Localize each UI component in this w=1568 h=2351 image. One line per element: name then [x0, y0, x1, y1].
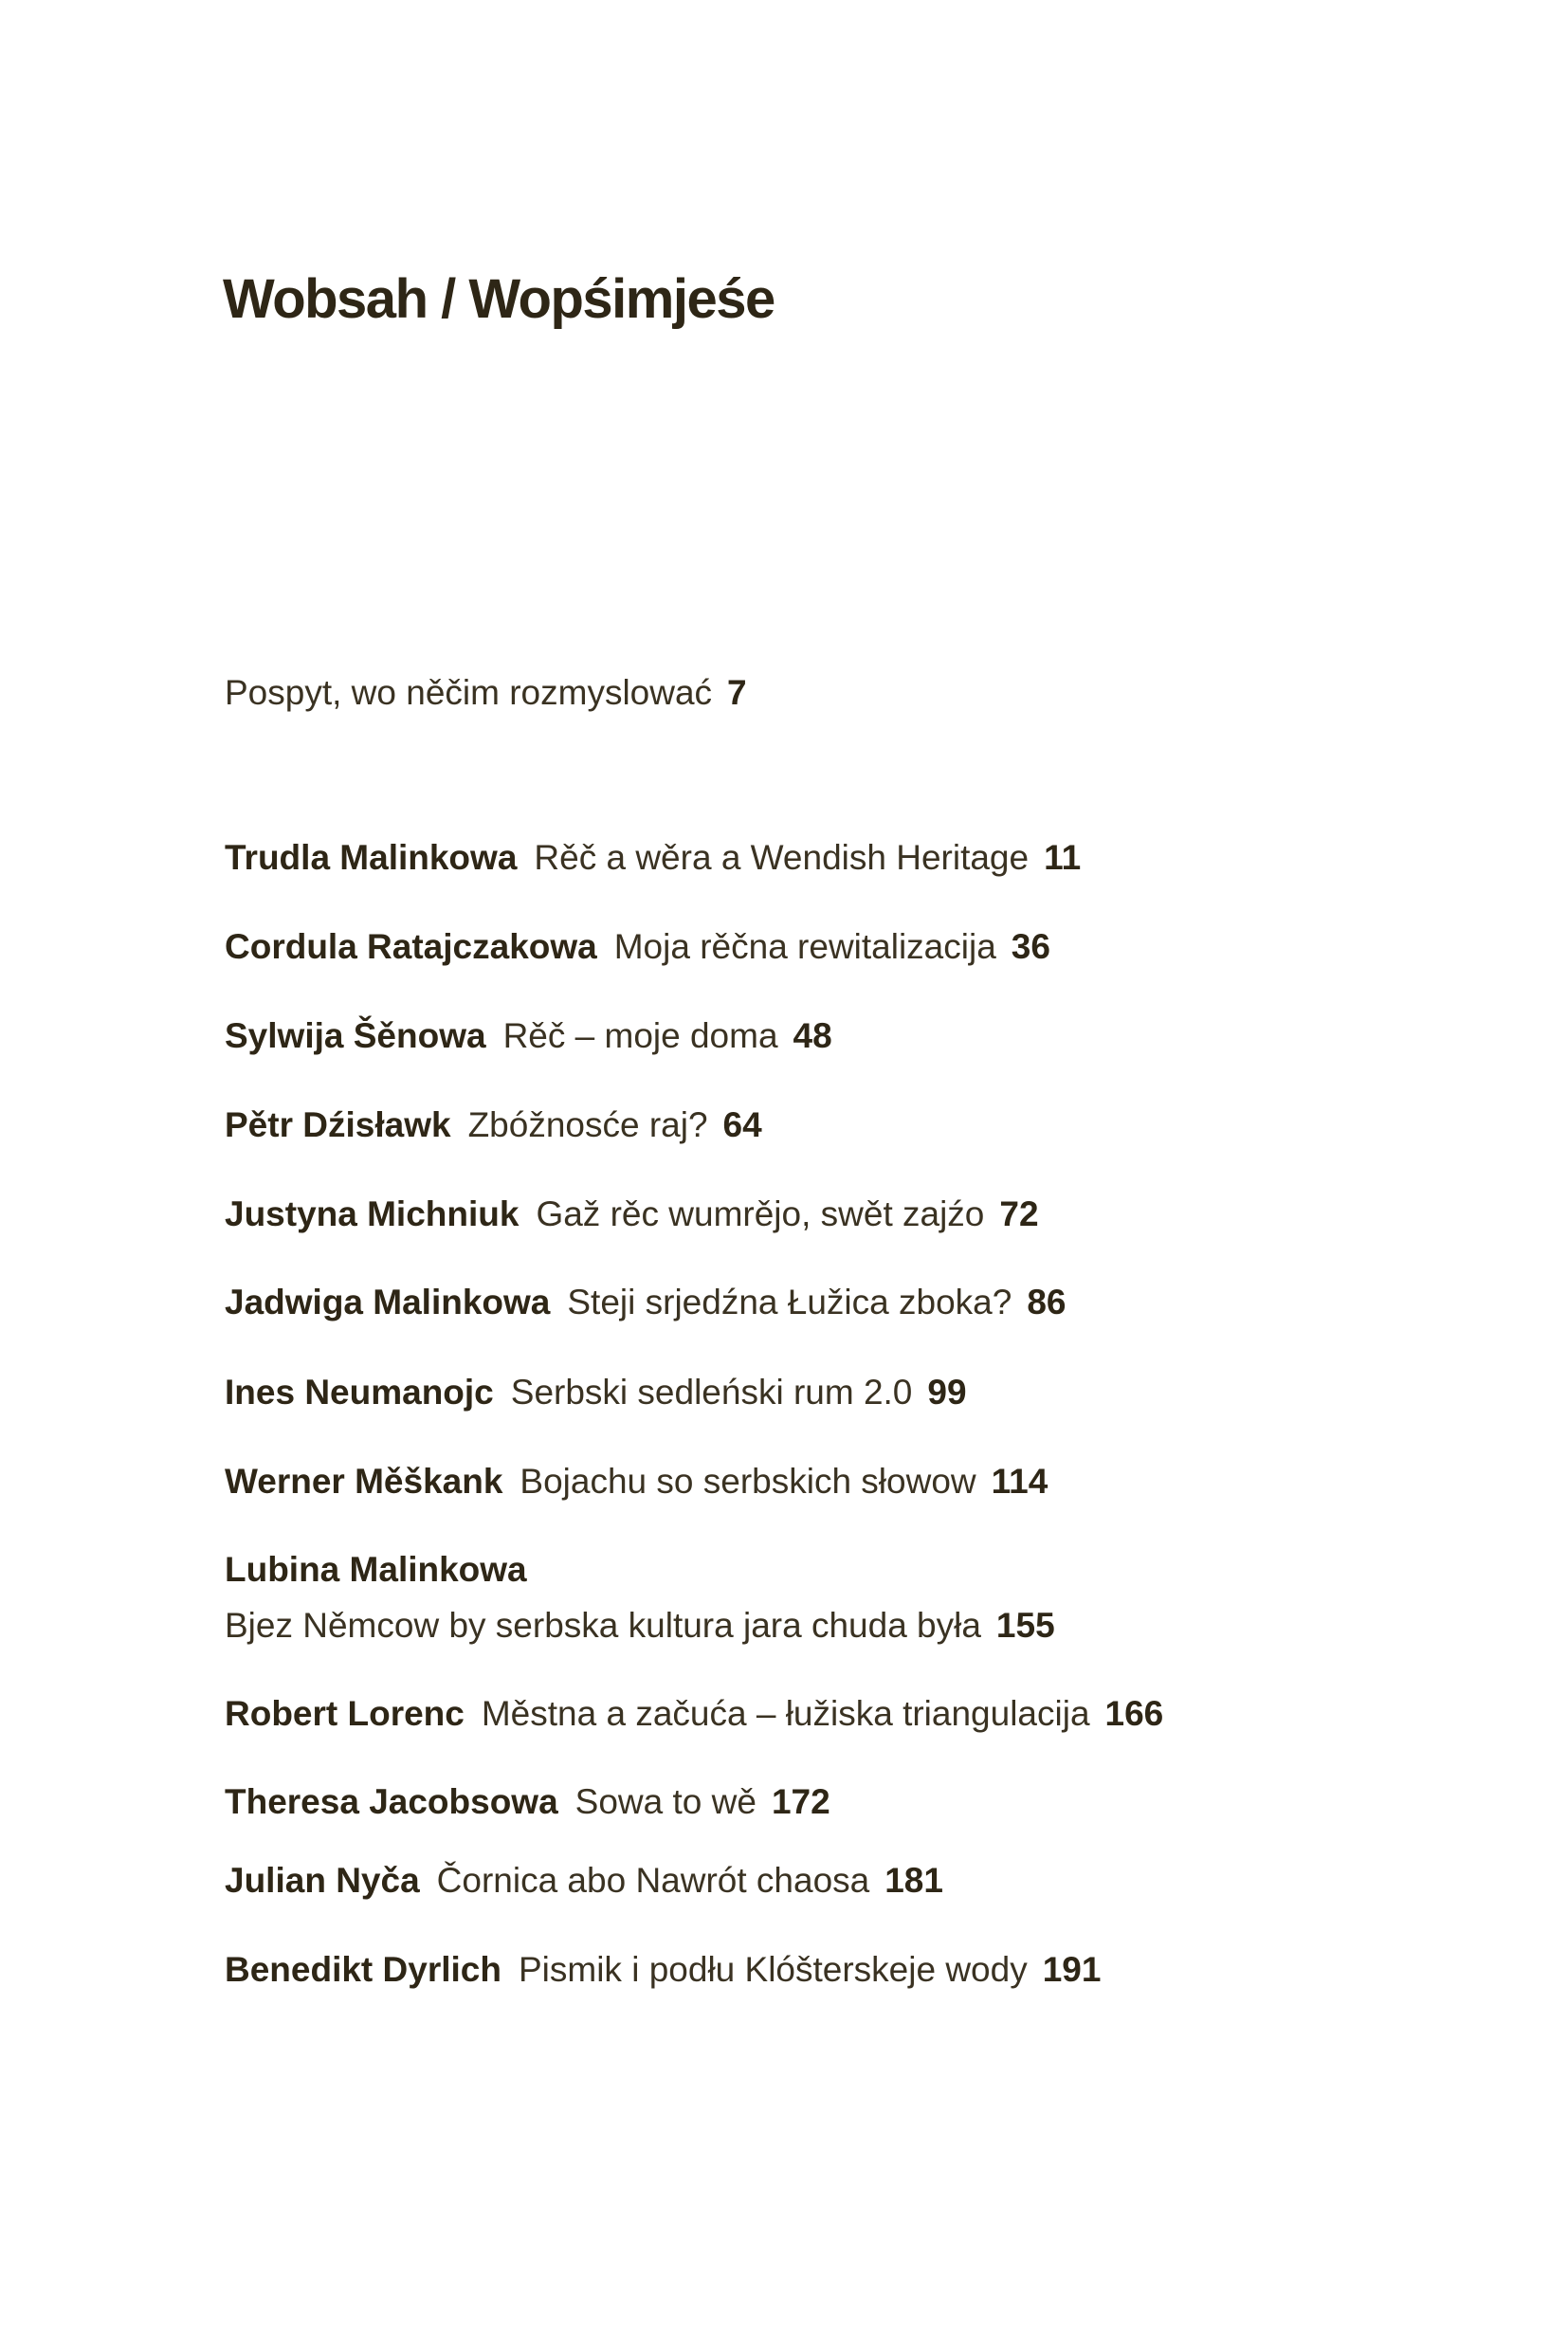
toc-author: Benedikt Dyrlich [225, 1950, 501, 1989]
toc-intro [225, 675, 747, 710]
toc-work: Rěč – moje doma [502, 1016, 778, 1055]
toc-entry [225, 1107, 762, 1142]
toc-work: Městna a začuća – łužiska triangulacija [481, 1694, 1090, 1733]
toc-entry-work-line [225, 1608, 1055, 1643]
toc-page: 7 [727, 673, 747, 712]
toc-entry [225, 1863, 943, 1898]
toc-entry [225, 1696, 1163, 1731]
toc-work: Bojachu so serbskich słowow [520, 1462, 976, 1501]
toc-work: Zbóžnosće raj? [467, 1105, 708, 1144]
toc-author: Werner Měškank [225, 1462, 503, 1501]
toc-work: Pismik i podłu Klóšterskeje wody [518, 1950, 1028, 1989]
toc-page: 172 [771, 1782, 830, 1821]
toc-work: Sowa to wě [574, 1782, 757, 1821]
toc-author: Ines Neumanojc [225, 1373, 494, 1412]
toc-author: Jadwiga Malinkowa [225, 1283, 551, 1321]
toc-page: 48 [793, 1016, 832, 1055]
toc-entry [225, 1018, 832, 1053]
toc-work: Bjez Němcow by serbska kultura jara chuda była [225, 1606, 981, 1645]
toc-work: Pospyt, wo něčim rozmyslować [225, 673, 713, 712]
toc-entry [225, 1464, 1048, 1499]
toc-entry [225, 1784, 830, 1819]
toc-page: 166 [1104, 1694, 1164, 1733]
toc-page: 72 [999, 1194, 1039, 1233]
toc-page: 86 [1027, 1283, 1067, 1321]
toc-page: 191 [1042, 1950, 1102, 1989]
toc-entry [225, 929, 1050, 964]
toc-author: Julian Nyča [225, 1861, 420, 1900]
toc-entry [225, 1952, 1101, 1987]
toc-author: Pětr Dźisławk [225, 1105, 451, 1144]
toc-work: Steji srjedźna Łužica zboka? [567, 1283, 1012, 1321]
toc-author: Robert Lorenc [225, 1694, 465, 1733]
toc-author: Theresa Jacobsowa [225, 1782, 558, 1821]
toc-work: Serbski sedleński rum 2.0 [510, 1373, 913, 1412]
toc-entry [225, 1375, 967, 1410]
toc-page: 36 [1011, 927, 1050, 966]
toc-author: Lubina Malinkowa [225, 1550, 527, 1589]
toc-page: 99 [927, 1373, 967, 1412]
toc-page: 155 [995, 1606, 1055, 1645]
toc-work: Rěč a wěra a Wendish Heritage [534, 838, 1030, 877]
toc-author: Trudla Malinkowa [225, 838, 518, 877]
toc-author: Cordula Ratajczakowa [225, 927, 597, 966]
toc-work: Čornica abo Nawrót chaosa [436, 1861, 870, 1900]
toc-work: Moja rěčna rewitalizacija [613, 927, 996, 966]
toc-page: 64 [722, 1105, 762, 1144]
toc-page: 114 [991, 1462, 1048, 1501]
page-title: Wobsah / Wopśimjeśe [223, 268, 775, 330]
toc-page: 11 [1044, 838, 1082, 877]
toc-page: 181 [884, 1861, 943, 1900]
toc-entry-author-line [225, 1552, 544, 1587]
toc-entry [225, 1196, 1039, 1231]
toc-entry [225, 840, 1081, 875]
toc-work: Gaž rěc wumrějo, swět zajźo [536, 1194, 985, 1233]
toc-entry [225, 1285, 1066, 1320]
toc-author: Sylwija Šěnowa [225, 1016, 486, 1055]
toc-author: Justyna Michniuk [225, 1194, 520, 1233]
